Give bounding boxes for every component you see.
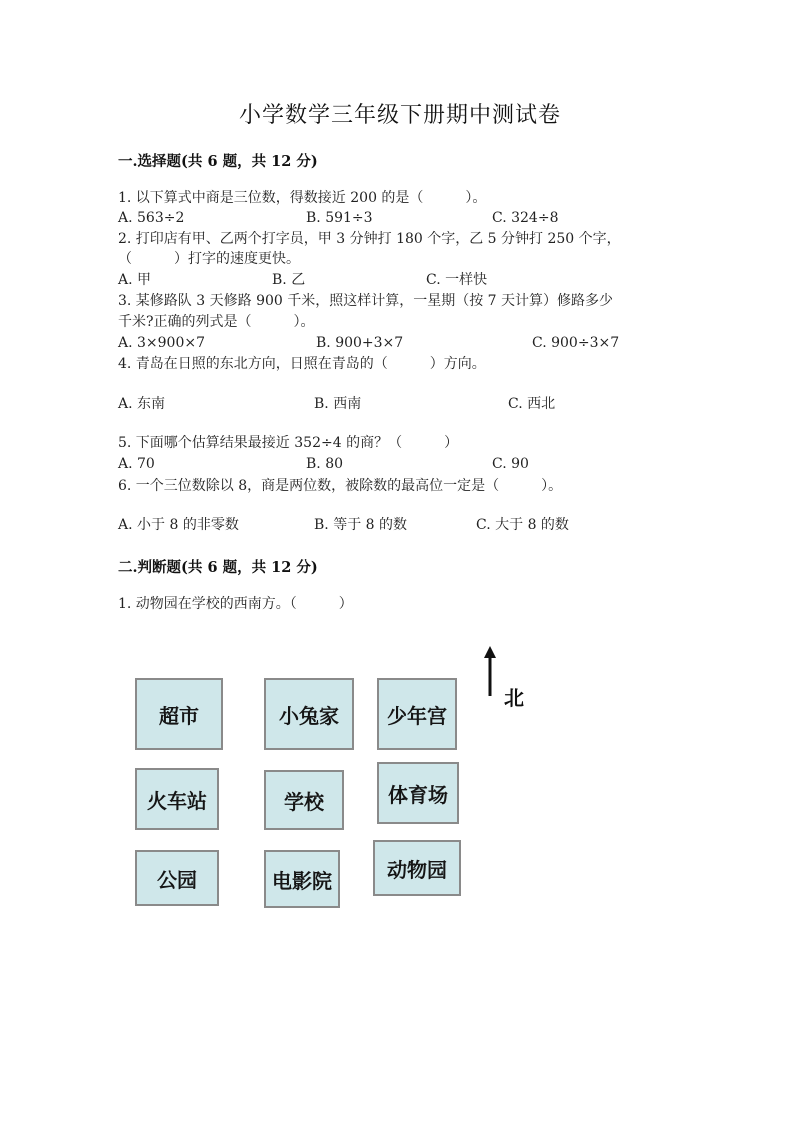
question-6-stem: 6. 一个三位数除以 8，商是两位数，被除数的最高位一定是（ ）。 [118, 478, 563, 494]
question-6-option-a: A. 小于 8 的非零数 [118, 517, 239, 533]
section-2-question-1: 1. 动物园在学校的西南方。（ ） [118, 596, 353, 612]
question-5-option-b: B. 80 [306, 456, 344, 472]
question-4-option-a: A. 东南 [118, 396, 166, 412]
north-arrow-icon [480, 646, 500, 698]
question-3-option-c: C. 900÷3×7 [532, 335, 620, 351]
question-1-stem: 1. 以下算式中商是三位数，得数接近 200 的是（ ）。 [118, 190, 487, 206]
question-3-option-a: A. 3×900×7 [118, 335, 206, 351]
question-1-option-a: A. 563÷2 [118, 210, 185, 226]
map-place-youth-palace: 少年宫 [377, 678, 457, 750]
question-2-option-a: A. 甲 [118, 272, 152, 288]
question-2-option-c: C. 一样快 [426, 272, 488, 288]
section-1-heading: 一.选择题(共 6 题，共 12 分) [118, 153, 318, 170]
question-5-stem: 5. 下面哪个估算结果最接近 352÷4 的商？（ ） [118, 435, 459, 451]
map-place-rabbit-home: 小兔家 [264, 678, 354, 750]
question-3-stem-line-2: 千米?正确的列式是（ ）。 [118, 314, 315, 330]
question-5-option-c: C. 90 [492, 456, 529, 472]
question-5-option-a: A. 70 [118, 456, 155, 472]
page-title: 小学数学三年级下册期中测试卷 [238, 103, 561, 128]
map-place-zoo: 动物园 [373, 840, 461, 896]
map-place-train-station: 火车站 [135, 768, 219, 830]
map-place-park: 公园 [135, 850, 219, 906]
question-4-option-c: C. 西北 [508, 396, 556, 412]
map-place-school: 学校 [264, 770, 344, 830]
question-4-option-b: B. 西南 [314, 396, 362, 412]
question-3-option-b: B. 900+3×7 [316, 335, 404, 351]
question-6-option-c: C. 大于 8 的数 [476, 517, 569, 533]
question-2-stem-line-2: （ ）打字的速度更快。 [118, 251, 300, 267]
map-place-stadium: 体育场 [377, 762, 459, 824]
question-2-option-b: B. 乙 [272, 272, 306, 288]
map-place-cinema: 电影院 [264, 850, 340, 908]
map-place-supermarket: 超市 [135, 678, 223, 750]
question-1-option-b: B. 591÷3 [306, 210, 373, 226]
question-2-stem-line-1: 2. 打印店有甲、乙两个打字员，甲 3 分钟打 180 个字，乙 5 分钟打 250 个字， [118, 231, 621, 247]
question-4-stem: 4. 青岛在日照的东北方向，日照在青岛的（ ）方向。 [118, 356, 486, 372]
question-1-option-c: C. 324÷8 [492, 210, 559, 226]
question-3-stem-line-1: 3. 某修路队 3 天修路 900 千米，照这样计算，一星期（按 7 天计算）修路多少 [118, 293, 614, 309]
question-6-option-b: B. 等于 8 的数 [314, 517, 407, 533]
north-label: 北 [504, 686, 524, 710]
section-2-heading: 二.判断题(共 6 题，共 12 分) [118, 559, 318, 576]
